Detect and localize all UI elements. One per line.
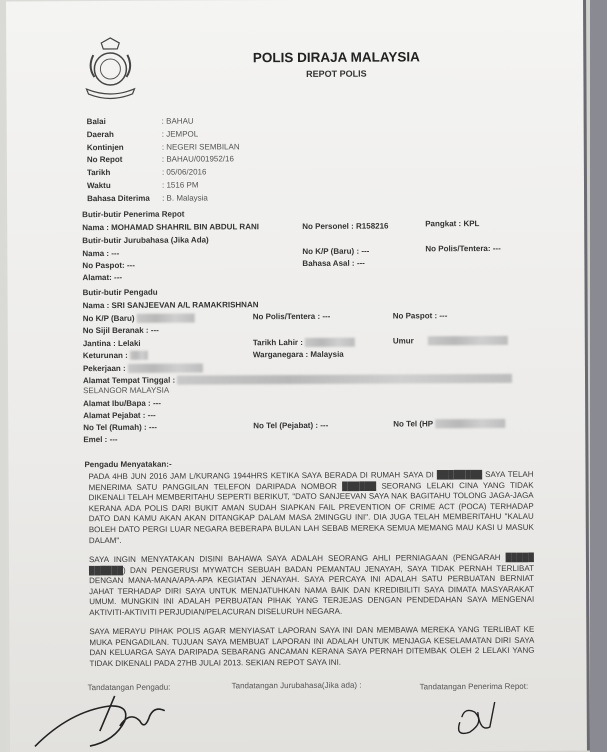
report-field-label: Daerah: [86, 129, 114, 139]
complainant-signature-label: Tandatangan Pengadu:: [87, 682, 171, 693]
complainant-office-phone: No Tel (Pejabat) : ---: [253, 420, 329, 431]
statement-paragraph-3: SAYA MERAYU PIHAK POLIS AGAR MENYIASAT LAPORAN SAYA INI DAN MEMBAWA MEREKA YANG TERLIBAT KE MUKA PENGADILAN. TUJUAN SAYA MEMBUAT LAPORAN INI ADALAH UNTUK MENJAGA KESELAMATAN DIRI SAYA DAN KELUARGA SAYA DARIPADA SEBARANG ANCAMAN KERANA SAYA PERNAH DITEMBAK OLEH 2 LELAKI YANG TIDAK DIKENALI PADA 27HB JULAI 2013. SEKIAN REPOT SAYA INI.: [89, 624, 535, 668]
document-subtitle: REPOT POLIS: [306, 68, 367, 79]
receiver-rank: Pangkat : KPL: [425, 219, 480, 229]
complainant-gender: Jantina : Lelaki: [82, 338, 141, 349]
receiver-personnel-no: No Personel : R158216: [302, 221, 389, 231]
report-field-value-text: B. Malaysia: [166, 193, 208, 203]
complainant-address-label: Alamat Tempat Tinggal :: [82, 375, 176, 386]
report-field-value: : JEMPOL: [161, 129, 199, 139]
complainant-occupation-label: Pekerjaan :: [82, 363, 126, 374]
interpreter-police-no: No Polis/Tentera: ---: [425, 243, 501, 254]
report-field-value: : BAHAU: [161, 116, 194, 126]
statement-paragraph-1: PADA 4HB JUN 2016 JAM L/KURANG 1944HRS KETIKA SAYA BERADA DI RUMAH SAYA DI ████████ SAYA TELAH MENERIMA SATU PANGGILAN TELEFON DARIPADA NOMBOR ██████ SEORANG LELAKI CINA YANG TIDAK DIKENALI TELAH MEMBERITAHU SEPERTI BERIKUT, "DATO SANJEEVAN SAYA NAK BAGITAHU TOLONG JAGA-JAGA KERANA ADA POLIS DARI BUKIT AMAN SUDAH SIAPKAN FAIL PREVENTION OF CRIME ACT (POCA) TERHADAP DATO DAN KAMU AKAN AKAN DITANGKAP DALAM MASA 2MINGGU INI". DIA JUGA TELAH MEMBERITAHU "KALAU BOLEH DATO PERGI LUAR NEGARA BEBERAPA BULAN LAH SEBAB MEREKA SEMUA MEMANG MAU KASI U MASUK DALAM".: [88, 469, 534, 545]
redacted-ic: [137, 314, 195, 323]
report-field-value-text: 05/06/2016: [166, 167, 207, 177]
report-field-value-text: JEMPOL: [166, 129, 199, 139]
report-field-label: Waktu: [86, 180, 111, 191]
police-report-page: [6, 0, 590, 752]
report-field-value-text: 1516 PM: [166, 180, 199, 190]
report-field-value-text: BAHAU: [166, 116, 194, 126]
police-crest-logo: [81, 37, 139, 101]
report-field-label: Tarikh: [86, 168, 111, 178]
report-field-value: : BAHAU/001952/16: [161, 154, 234, 165]
receiver-heading: Butir-butir Penerima Repot: [82, 209, 185, 220]
complainant-race: [83, 351, 148, 361]
complainant-passport: No Paspot : ---: [392, 311, 448, 321]
complainant-race-label: Keturunan :: [82, 350, 128, 361]
report-field-label: Kontinjen: [86, 142, 124, 152]
complainant-dob: [253, 338, 355, 349]
redacted-mobile: [435, 419, 505, 428]
interpreter-passport: No Paspot: ---: [82, 260, 135, 271]
report-field-value: : 1516 PM: [161, 180, 199, 190]
desk-edge: [590, 0, 607, 752]
complainant-heading: Butir-butir Pengadu: [82, 287, 158, 298]
report-field-value-text: BAHAU/001952/16: [166, 154, 234, 165]
redacted-age: [428, 336, 508, 345]
interpreter-heading: Butir-butir Jurubahasa (Jika Ada): [82, 235, 209, 246]
interpreter-address: Alamat: ---: [82, 272, 123, 283]
complainant-parent-address: Alamat Ibu/Bapa : ---: [83, 398, 161, 409]
complainant-dob-label: Tarikh Lahir :: [252, 337, 303, 348]
complainant-ic-label: No K/P (Baru): [82, 313, 135, 324]
complainant-address: [83, 374, 512, 386]
report-field-label: Balai: [86, 117, 106, 127]
interpreter-ic: No K/P (Baru) : ---: [302, 246, 370, 256]
complainant-nationality: Warganegara : Malaysia: [252, 349, 344, 360]
redacted-address: [177, 374, 512, 385]
complainant-mobile-phone: [393, 419, 505, 430]
complainant-occupation: [83, 363, 203, 374]
receiver-name: Nama : MOHAMAD SHAHRIL BIN ABDUL RANI: [82, 222, 259, 233]
document-title: POLIS DIRAJA MALAYSIA: [252, 49, 420, 66]
statement-paragraph-2: SAYA INGIN MENYATAKAN DISINI BAHAWA SAYA ADALAH SEORANG AHLI PERNIAGAAN (PENGARAH █████ ██████) DAN PENGERUSI MYWATCH SEBUAH BADAN PEMANTAU JENAYAH, SAYA TIDAK PERNAH TERLIBAT DENGAN MANA-MANA/APA-APA KEGIATAN JENAYAH. SAYA PERCAYA INI ADALAH SATU PERBUATAN BERNIAT JAHAT TERHADAP DIRI SAYA UNTUK MENJATUHKAN NAMA BAIK DAN KREDIBILITI SAYA DIMATA MASYARAKAT UMUM. MUNGKIN INI ADALAH PERBUATAN PIHAK YANG TERJEJAS DENGAN PENDEDAHAN SAYA MENGENAI AKTIVITI-AKTIVITI PERJUDIAN/PELACURAN DISELURUH NEGARA.: [88, 552, 535, 618]
complainant-age-label: Umur: [392, 336, 414, 346]
report-field-value: : B. Malaysia: [162, 193, 208, 203]
complainant-office-address: Alamat Pejabat : ---: [83, 410, 156, 421]
report-field-value: : 05/06/2016: [161, 167, 207, 177]
complainant-signature: [30, 691, 180, 752]
complainant-email: Emel : ---: [83, 434, 118, 445]
report-field-label: Bahasa Diterima: [87, 193, 150, 203]
statement-heading: Pengadu Menyatakan:-: [84, 459, 172, 470]
redacted-occupation: [128, 364, 203, 373]
complainant-mobile-label: No Tel (HP: [393, 419, 433, 429]
interpreter-signature-label: Tandatangan Jurubahasa(Jika ada) :: [231, 680, 362, 691]
redacted-dob: [305, 338, 355, 347]
interpreter-language: Bahasa Asal : ---: [302, 258, 365, 268]
complainant-name: Nama : SRI SANJEEVAN A/L RAMAKRISHNAN: [82, 300, 259, 311]
receiver-signature: [450, 692, 510, 742]
interpreter-name: Nama : ---: [82, 248, 120, 259]
complainant-ic: [83, 314, 195, 325]
receiver-signature-label: Tandatangan Penerima Repot:: [419, 681, 529, 692]
complainant-age: [393, 336, 508, 347]
complainant-address-state: SELANGOR MALAYSIA: [83, 385, 170, 396]
complainant-birth-cert: No Sijil Beranak : ---: [82, 325, 159, 336]
complainant-police-no: No Polis/Tentera : ---: [252, 311, 331, 322]
complainant-home-phone: No Tel (Rumah) : ---: [83, 422, 157, 433]
report-field-value: : NEGERI SEMBILAN: [161, 141, 240, 152]
redacted-race: [130, 351, 148, 360]
report-field-value-text: NEGERI SEMBILAN: [166, 141, 240, 152]
report-field-label: No Repot: [86, 155, 123, 165]
